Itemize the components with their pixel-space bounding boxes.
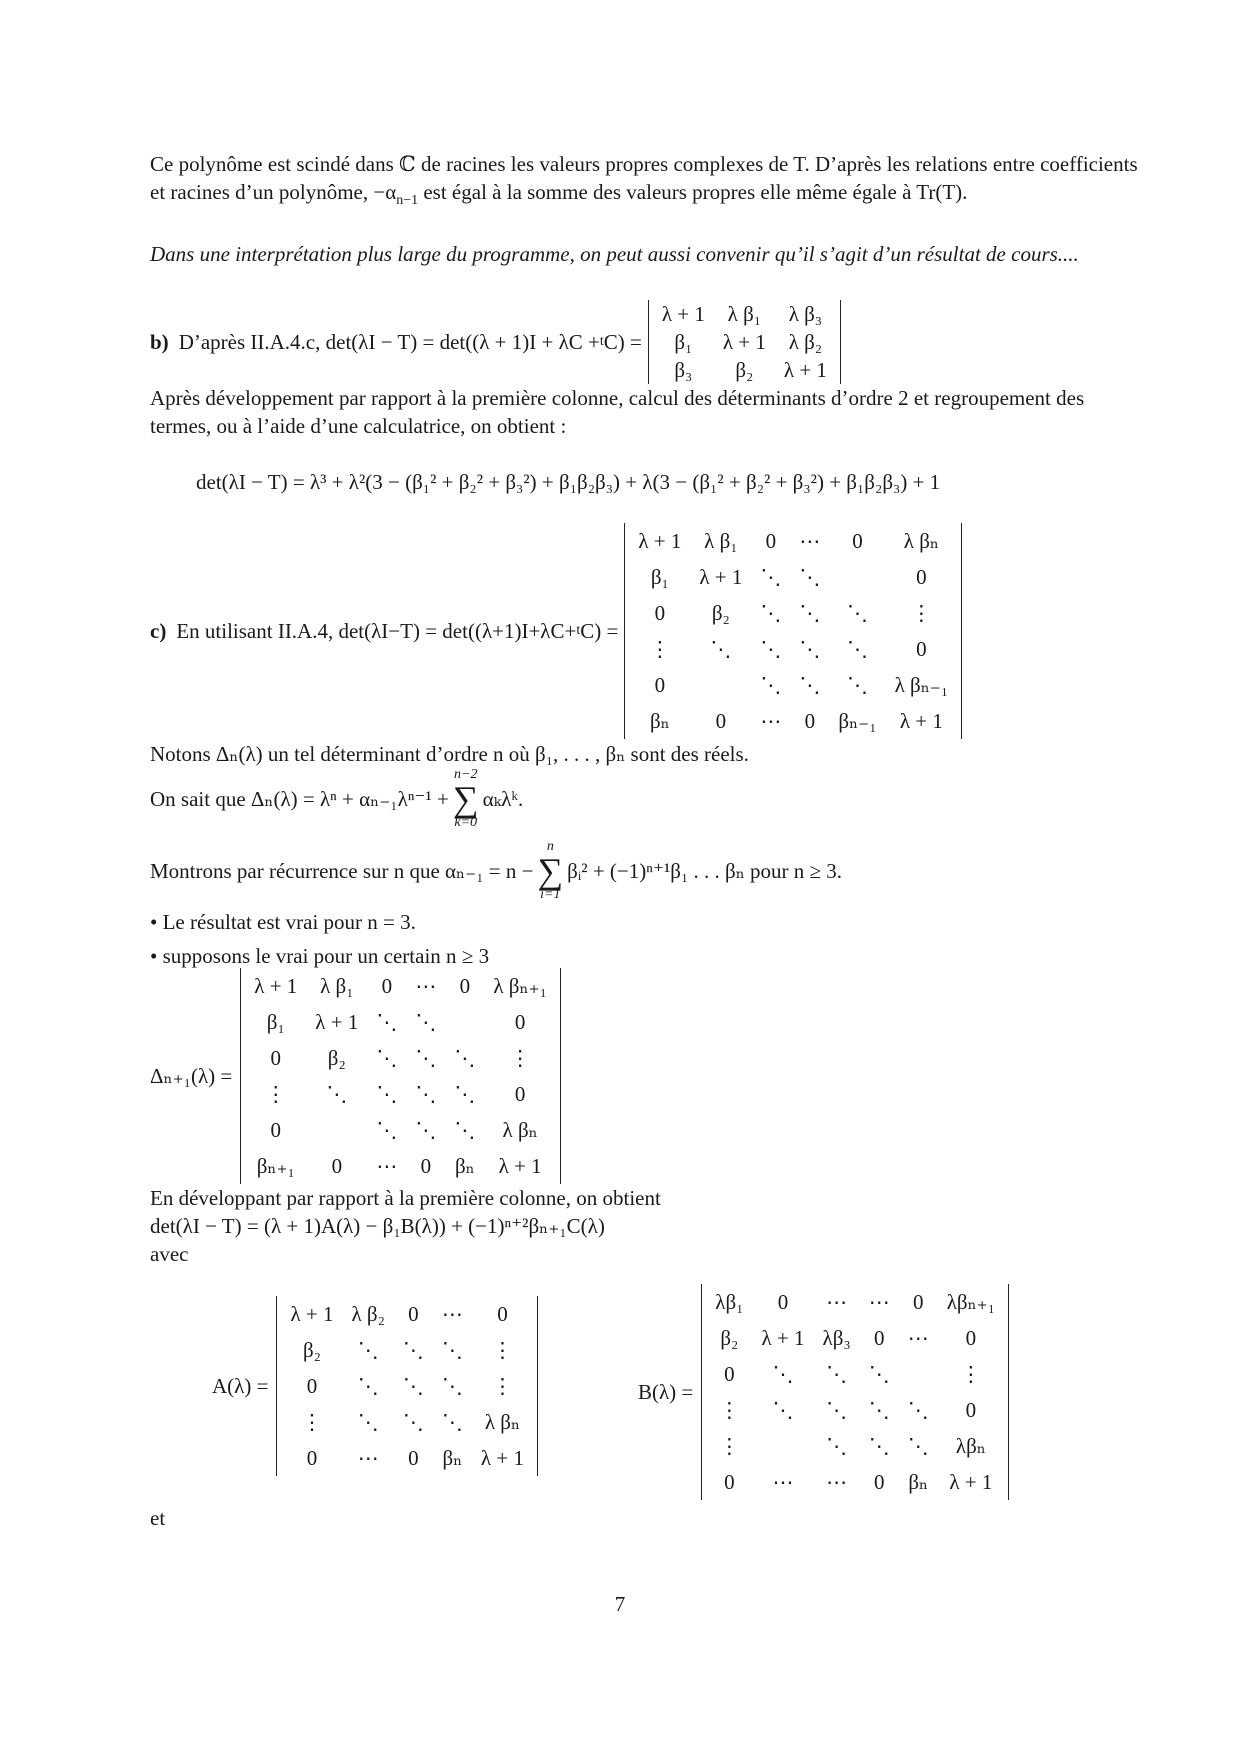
- development-text: Après développement par rapport à la première colonne, calcul des déterminants d’ordre 2 et regroupement des termes, ou à l’aide d’une calculatrice, on obtient :: [150, 386, 1085, 438]
- matrix-B-cell: ⋱: [826, 1398, 848, 1422]
- delta-matrix-cell: β₂: [327, 1046, 346, 1070]
- montrons-post: βᵢ² + (−1)ⁿ⁺¹β₁ . . . βₙ pour n ≥ 3.: [567, 858, 843, 883]
- matrix-B-row: [706, 1464, 1004, 1500]
- delta-matrix-cell: ⋮: [265, 1082, 287, 1106]
- delta-matrix-row: [245, 1040, 556, 1076]
- matrix-B-cell: λ + 1: [949, 1470, 993, 1494]
- matrix-nxn-cell: ⋯: [760, 709, 782, 733]
- delta-matrix-cell: [445, 1004, 484, 1040]
- matrix-B-row: [706, 1320, 1004, 1356]
- matrix-nxn-row: [629, 595, 957, 631]
- matrix-B-row: [706, 1356, 1004, 1392]
- matrix-A-cell: ⋱: [402, 1338, 424, 1362]
- delta-matrix-cell: ⋱: [376, 1010, 398, 1034]
- delta-matrix-cell: ⋮: [509, 1046, 531, 1070]
- onsait-formula: [150, 768, 523, 830]
- matrix-nxn-cell: ⋱: [760, 565, 782, 589]
- matrix-nxn-cell: λ β₁: [704, 529, 738, 553]
- matrix-B-row: [706, 1284, 1004, 1320]
- develop-text-1: En développant par rapport à la première colonne, on obtient: [150, 1186, 661, 1210]
- matrix-3x3-row: [653, 328, 836, 356]
- matrix-A-cell: ⋮: [301, 1410, 323, 1434]
- matrix-B-cell: ⋱: [772, 1362, 794, 1386]
- delta-matrix-cell: 0: [459, 974, 471, 998]
- part-b-label: b): [150, 329, 169, 354]
- delta-matrix-cell: 0: [270, 1046, 282, 1070]
- matrix-nxn-cell: ⋱: [799, 637, 821, 661]
- matrix-A-cell: ⋱: [357, 1410, 379, 1434]
- delta-matrix-cell: 0: [514, 1010, 526, 1034]
- matrix-B-cell: 0: [912, 1290, 924, 1314]
- matrix-nxn-cell: λ + 1: [699, 565, 743, 589]
- matrix-A-cell: ⋱: [402, 1410, 424, 1434]
- matrix-nxn-row: [629, 559, 957, 595]
- matrix-A-row: [281, 1296, 533, 1332]
- matrix-B-cell: λβ₃: [822, 1326, 851, 1350]
- matrix-nxn-row: [629, 523, 957, 559]
- delta-matrix-cell: βₙ₊₁: [256, 1154, 295, 1178]
- matrix-B-cell: βₙ: [908, 1470, 929, 1494]
- characteristic-polynomial-formula: det(λI − T) = λ³ + λ²(3 − (β₁² + β₂² + β₃²) + β₁β₂β₃) + λ(3 − (β₁² + β₂² + β₃²) + β₁β₂β₃) + 1: [196, 470, 941, 494]
- matrix-3x3-row: [653, 356, 836, 384]
- delta-matrix-cell: ⋱: [415, 1118, 437, 1142]
- matrix-nxn-cell: ⋱: [846, 637, 868, 661]
- matrix-nxn-cell: ⋱: [760, 673, 782, 697]
- sum-operator-2: n ∑ i=1: [537, 839, 564, 902]
- develop-formula: det(λI − T) = (λ + 1)A(λ) − β₁B(λ)) + (−1)ⁿ⁺²βₙ₊₁C(λ): [150, 1214, 605, 1238]
- matrix-3x3-cell: λ + 1: [722, 330, 766, 354]
- matrix-nxn-cell: 0: [852, 529, 863, 553]
- delta-matrix-cell: 0: [514, 1082, 526, 1106]
- matrix-B-cell: [899, 1356, 938, 1392]
- matrix-A-cell: 0: [497, 1302, 508, 1326]
- delta-matrix-cell: λ β₁: [320, 974, 354, 998]
- matrix-nxn-cell: 0: [715, 709, 727, 733]
- onsait-post: αₖλᵏ.: [482, 786, 524, 811]
- matrix-B-cell: ⋯: [826, 1470, 848, 1494]
- matrix-A-cell: ⋱: [357, 1374, 379, 1398]
- matrix-A-cell: ⋱: [441, 1410, 463, 1434]
- matrix-A-cell: ⋯: [441, 1302, 463, 1326]
- delta-matrix-row: [245, 1076, 556, 1112]
- matrix-nxn-cell: ⋯: [799, 529, 821, 553]
- matrix-B-cell: ⋱: [826, 1362, 848, 1386]
- A-label: A(λ) =: [212, 1373, 269, 1398]
- matrix-B-cell: ⋱: [868, 1434, 890, 1458]
- para1-text: Ce polynôme est scindé dans ℂ de racines les valeurs propres complexes de T. D’après les relations entre coefficients et racines d’un polynôme, −α: [150, 152, 1138, 204]
- matrix-3x3-cell: λ β₂: [788, 330, 823, 354]
- matrix-A-cell: λ + 1: [480, 1446, 524, 1470]
- matrix-A-block: [212, 1296, 538, 1476]
- matrix-A-cell: λ βₙ: [484, 1410, 521, 1434]
- delta-matrix-cell: λ βₙ: [502, 1118, 538, 1142]
- matrix-B-cell: λβₙ: [955, 1434, 986, 1458]
- matrix-B-cell: 0: [724, 1362, 735, 1386]
- montrons-pre: Montrons par récurrence sur n que αₙ₋₁ = n −: [150, 858, 534, 883]
- delta-n-plus-1: [150, 968, 561, 1184]
- matrix-nxn-cell: ⋮: [910, 601, 932, 625]
- delta-matrix-cell: 0: [420, 1154, 432, 1178]
- delta-matrix-row: [245, 1148, 556, 1184]
- delta-label: Δₙ₊₁(λ) =: [150, 1063, 233, 1088]
- matrix-B-cell: ⋯: [868, 1290, 890, 1314]
- matrix-B-cell: [752, 1428, 813, 1464]
- matrix-nxn-cell: ⋱: [799, 673, 821, 697]
- part-c-text-end: C) =: [580, 618, 619, 643]
- matrix-3x3: [648, 300, 841, 384]
- bullet-base-case: • Le résultat est vrai pour n = 3.: [150, 910, 416, 934]
- part-b-transpose: t: [599, 334, 604, 349]
- matrix-A-cell: 0: [306, 1374, 318, 1398]
- matrix-A-cell: β₂: [302, 1338, 321, 1362]
- delta-matrix-row: [245, 968, 556, 1004]
- matrix-B-row: [706, 1392, 1004, 1428]
- page-number: 7: [614, 1592, 626, 1616]
- matrix-B-cell: ⋱: [907, 1434, 929, 1458]
- matrix-B: [701, 1284, 1009, 1500]
- delta-matrix-cell: 0: [331, 1154, 343, 1178]
- delta-matrix-cell: 0: [381, 974, 393, 998]
- matrix-nxn-cell: βₙ: [649, 709, 670, 733]
- para1-end: est égal à la somme des valeurs propres elle même égale à Tr(T).: [418, 180, 968, 204]
- matrix-A-row: [281, 1440, 533, 1476]
- matrix-A-row: [281, 1332, 533, 1368]
- onsait-pre: On sait que Δₙ(λ) = λⁿ + αₙ₋₁λⁿ⁻¹ +: [150, 786, 449, 811]
- matrix-A-cell: ⋮: [491, 1374, 513, 1398]
- part-c-transpose: t: [576, 623, 581, 638]
- delta-matrix-cell: λ + 1: [315, 1010, 359, 1034]
- delta-matrix-cell: ⋯: [376, 1154, 398, 1178]
- delta-matrix-cell: ⋱: [454, 1046, 476, 1070]
- matrix-nxn-cell: [829, 559, 885, 595]
- matrix-B-cell: ⋮: [718, 1398, 740, 1422]
- matrix-A: [276, 1296, 538, 1476]
- delta-matrix-cell: ⋱: [454, 1118, 476, 1142]
- matrix-B-cell: ⋮: [718, 1434, 740, 1458]
- matrix-3x3-cell: β₂: [735, 358, 754, 382]
- delta-matrix-cell: ⋱: [376, 1046, 398, 1070]
- matrix-B-cell: 0: [873, 1326, 885, 1350]
- matrix-A-row: [281, 1404, 533, 1440]
- part-b-text-end: C) =: [603, 329, 642, 354]
- matrix-nxn-cell: 0: [804, 709, 816, 733]
- matrix-nxn-cell: λ + 1: [638, 529, 682, 553]
- matrix-nxn-row: [629, 667, 957, 703]
- matrix-B-block: [638, 1284, 1009, 1500]
- matrix-B-cell: ⋱: [907, 1398, 929, 1422]
- matrix-3x3-cell: λ + 1: [783, 358, 827, 382]
- matrix-nxn-cell: ⋮: [649, 637, 671, 661]
- matrix-B-cell: 0: [965, 1326, 977, 1350]
- matrix-nxn-row: [629, 631, 957, 667]
- delta-matrix-cell: ⋱: [376, 1118, 398, 1142]
- matrix-nxn-cell: β₂: [711, 601, 730, 625]
- matrix-nxn-cell: 0: [765, 529, 777, 553]
- matrix-nxn-cell: λ βₙ: [903, 529, 939, 553]
- matrix-3x3-cell: λ β₁: [727, 302, 762, 326]
- delta-matrix: [240, 968, 561, 1184]
- matrix-nxn-cell: ⋱: [799, 601, 821, 625]
- montrons-formula: [150, 840, 842, 902]
- matrix-nxn-cell: 0: [654, 601, 666, 625]
- matrix-3x3-cell: λ + 1: [661, 302, 705, 326]
- matrix-nxn-cell: 0: [654, 673, 666, 697]
- delta-matrix-cell: λ + 1: [254, 974, 298, 998]
- matrix-B-cell: ⋱: [826, 1434, 848, 1458]
- matrix-B-cell: λβₙ₊₁: [946, 1290, 996, 1314]
- delta-matrix-row: [245, 1004, 556, 1040]
- matrix-3x3-cell: β₁: [674, 330, 693, 354]
- delta-matrix-row: [245, 1112, 556, 1148]
- matrix-B-cell: ⋱: [772, 1398, 794, 1422]
- matrix-A-cell: ⋱: [357, 1338, 379, 1362]
- sum-lower-limit: k=0: [454, 815, 478, 830]
- matrix-B-cell: ⋯: [826, 1290, 848, 1314]
- matrix-nxn-cell: [690, 667, 751, 703]
- matrix-A-cell: ⋱: [441, 1374, 463, 1398]
- delta-matrix-cell: ⋱: [415, 1082, 437, 1106]
- delta-matrix-cell: ⋯: [415, 974, 437, 998]
- delta-matrix-cell: ⋱: [326, 1082, 348, 1106]
- delta-matrix-cell: ⋱: [454, 1082, 476, 1106]
- matrix-nxn-cell: ⋱: [760, 601, 782, 625]
- part-b-text: D’après II.A.4.c, det(λI − T) = det((λ + 1)I + λC +: [178, 329, 600, 354]
- matrix-A-cell: ⋱: [441, 1338, 463, 1362]
- delta-matrix-cell: βₙ: [454, 1154, 475, 1178]
- matrix-A-cell: λ + 1: [290, 1302, 334, 1326]
- avec-text: avec: [150, 1242, 189, 1266]
- matrix-nxn-cell: 0: [916, 637, 927, 661]
- delta-matrix-cell: 0: [270, 1118, 282, 1142]
- matrix-nxn-cell: 0: [916, 565, 927, 589]
- et-text: et: [150, 1506, 166, 1530]
- matrix-3x3-row: [653, 300, 836, 328]
- delta-matrix-cell: [306, 1112, 367, 1148]
- sum-operator: n−2 ∑ k=0: [452, 767, 479, 830]
- part-c-label: c): [150, 618, 167, 643]
- part-b: [150, 300, 841, 384]
- matrix-A-cell: 0: [408, 1302, 419, 1326]
- matrix-B-cell: λβ₁: [715, 1290, 744, 1314]
- matrix-B-cell: 0: [873, 1470, 885, 1494]
- matrix-A-row: [281, 1368, 533, 1404]
- sum2-lower-limit: i=1: [540, 887, 561, 902]
- matrix-nxn-cell: ⋱: [846, 601, 868, 625]
- delta-matrix-cell: β₁: [266, 1010, 285, 1034]
- matrix-A-cell: ⋮: [491, 1338, 513, 1362]
- delta-matrix-cell: ⋱: [376, 1082, 398, 1106]
- matrix-A-cell: 0: [306, 1446, 318, 1470]
- bullet-induction: • supposons le vrai pour un certain n ≥ 3: [150, 944, 490, 968]
- matrix-3x3-cell: β₃: [674, 358, 693, 382]
- matrix-B-cell: ⋱: [868, 1398, 890, 1422]
- B-label: B(λ) =: [638, 1379, 694, 1404]
- matrix-nxn-cell: ⋱: [846, 673, 868, 697]
- matrix-nxn: [624, 523, 962, 739]
- matrix-nxn-cell: β₁: [650, 565, 669, 589]
- matrix-B-cell: 0: [965, 1398, 977, 1422]
- matrix-A-cell: 0: [408, 1446, 419, 1470]
- matrix-nxn-cell: βₙ₋₁: [838, 709, 877, 733]
- matrix-3x3-cell: λ β₃: [788, 302, 823, 326]
- delta-matrix-cell: λ + 1: [498, 1154, 542, 1178]
- matrix-A-cell: ⋯: [357, 1446, 379, 1470]
- matrix-B-cell: ⋯: [772, 1470, 794, 1494]
- matrix-B-cell: ⋱: [868, 1362, 890, 1386]
- matrix-B-row: [706, 1428, 1004, 1464]
- matrix-B-cell: λ + 1: [761, 1326, 805, 1350]
- delta-matrix-cell: ⋱: [415, 1010, 437, 1034]
- sum2-upper-limit: n: [546, 839, 554, 854]
- matrix-A-cell: βₙ: [442, 1446, 463, 1470]
- remark: Dans une interprétation plus large du programme, on peut aussi convenir qu’il s’agit d’un résultat de cours....: [150, 242, 1079, 266]
- matrix-nxn-cell: λ + 1: [899, 709, 943, 733]
- matrix-nxn-cell: ⋱: [710, 637, 732, 661]
- paragraph-eigenvalues: [150, 150, 1146, 215]
- matrix-nxn-cell: ⋱: [799, 565, 821, 589]
- part-c: [150, 523, 962, 739]
- delta-matrix-cell: λ βₙ₊₁: [493, 974, 547, 998]
- sum-upper-limit: n−2: [454, 767, 478, 782]
- matrix-A-cell: ⋱: [402, 1374, 424, 1398]
- matrix-nxn-row: [629, 703, 957, 739]
- matrix-A-cell: λ β₂: [351, 1302, 385, 1326]
- matrix-nxn-cell: λ βₙ₋₁: [894, 673, 949, 697]
- delta-matrix-cell: ⋱: [415, 1046, 437, 1070]
- part-c-text: En utilisant II.A.4, det(λI−T) = det((λ+1)I+λC+: [176, 618, 577, 643]
- matrix-B-cell: ⋮: [960, 1362, 982, 1386]
- matrix-B-cell: 0: [724, 1470, 735, 1494]
- para1-sub: n−1: [396, 193, 419, 208]
- matrix-B-cell: ⋯: [907, 1326, 929, 1350]
- matrix-B-cell: 0: [777, 1290, 789, 1314]
- matrix-B-cell: β₂: [720, 1326, 739, 1350]
- notons-text: Notons Δₙ(λ) un tel déterminant d’ordre n où β₁, . . . , βₙ sont des réels.: [150, 742, 749, 766]
- matrix-nxn-cell: ⋱: [760, 637, 782, 661]
